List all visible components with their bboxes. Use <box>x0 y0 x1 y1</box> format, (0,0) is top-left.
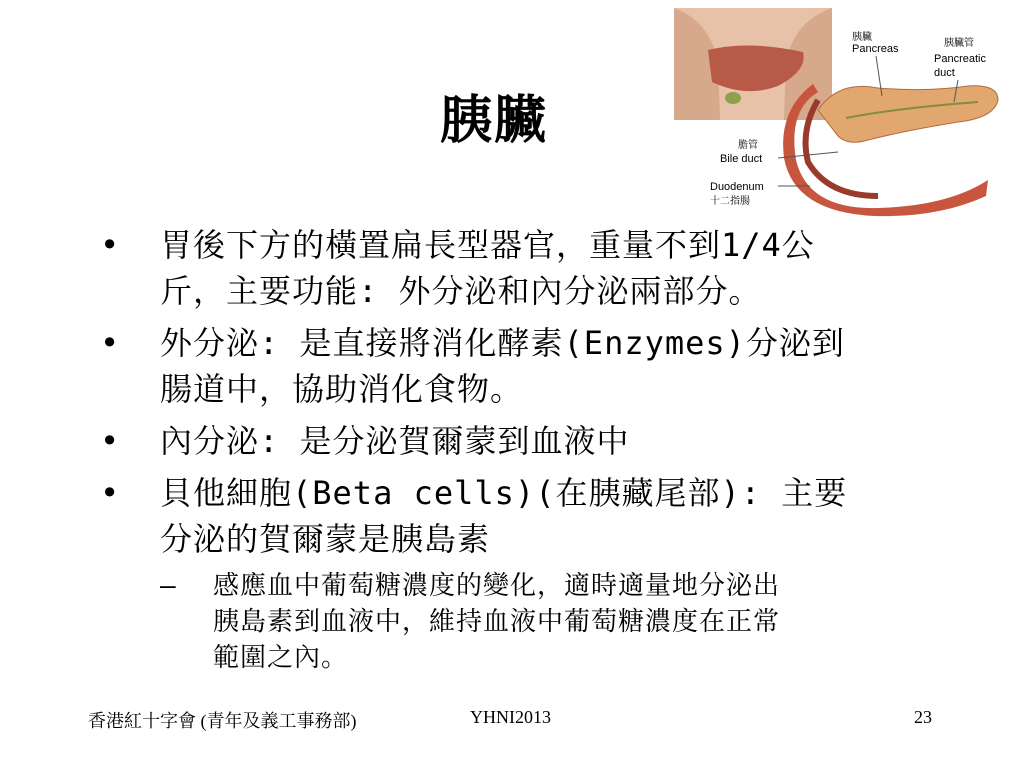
sub-bullet-text-line: 胰島素到血液中，維持血液中葡萄糖濃度在正常 <box>213 607 781 637</box>
pancreas-shape <box>818 86 998 142</box>
bullet-marker: • <box>100 422 121 460</box>
bullet-marker: • <box>100 324 121 362</box>
slide-title: 胰臟 <box>440 90 549 151</box>
sub-bullet-marker: – <box>160 571 177 601</box>
sub-bullet-text-line: 範圍之內。 <box>213 643 349 673</box>
sub-bullet-item <box>100 568 940 676</box>
bullet-item <box>100 320 940 412</box>
label-pancreatic-duct-en1: Pancreatic <box>934 53 986 65</box>
bullet-text-line: 貝他細胞(Beta cells)(在胰藏尾部): 主要 <box>160 474 848 512</box>
bullet-text-line: 腸道中，協助消化食物。 <box>160 370 524 408</box>
pancreas-illustration <box>668 0 1006 218</box>
slide-body <box>100 222 940 676</box>
label-duodenum-en: Duodenum <box>710 181 764 193</box>
label-bile-duct-zh: 膽管 <box>738 140 758 151</box>
label-pancreatic-duct-zh: 胰臟管 <box>944 38 974 49</box>
label-pancreas-en: Pancreas <box>852 43 899 55</box>
footer-page-number: 23 <box>914 707 932 727</box>
bullet-item <box>100 418 940 464</box>
bullet-marker: • <box>100 474 121 512</box>
bullet-item <box>100 470 940 562</box>
label-bile-duct-en: Bile duct <box>720 153 763 165</box>
bullet-text-line: 分泌的賀爾蒙是胰島素 <box>160 520 491 558</box>
footer-organization: 香港紅十字會 (青年及義工事務部) <box>88 711 357 731</box>
bullet-text-line: 外分泌: 是直接將消化酵素(Enzymes)分泌到 <box>160 324 845 362</box>
label-pancreas-zh: 胰臟 <box>852 32 872 43</box>
bullet-marker: • <box>100 226 121 264</box>
label-duodenum-zh: 十二指腸 <box>710 196 750 207</box>
sub-bullet-text-line: 感應血中葡萄糖濃度的變化，適時適量地分泌出 <box>213 571 781 601</box>
bullet-text-line: 斤，主要功能: 外分泌和內分泌兩部分。 <box>160 272 762 310</box>
bullet-text-line: 胃後下方的橫置扁長型器官，重量不到1/4公 <box>160 226 815 264</box>
label-pancreatic-duct-en2: duct <box>934 67 955 79</box>
footer-code: YHNI2013 <box>470 707 551 727</box>
bullet-text-line: 內分泌: 是分泌賀爾蒙到血液中 <box>160 422 630 460</box>
bullet-item <box>100 222 940 314</box>
